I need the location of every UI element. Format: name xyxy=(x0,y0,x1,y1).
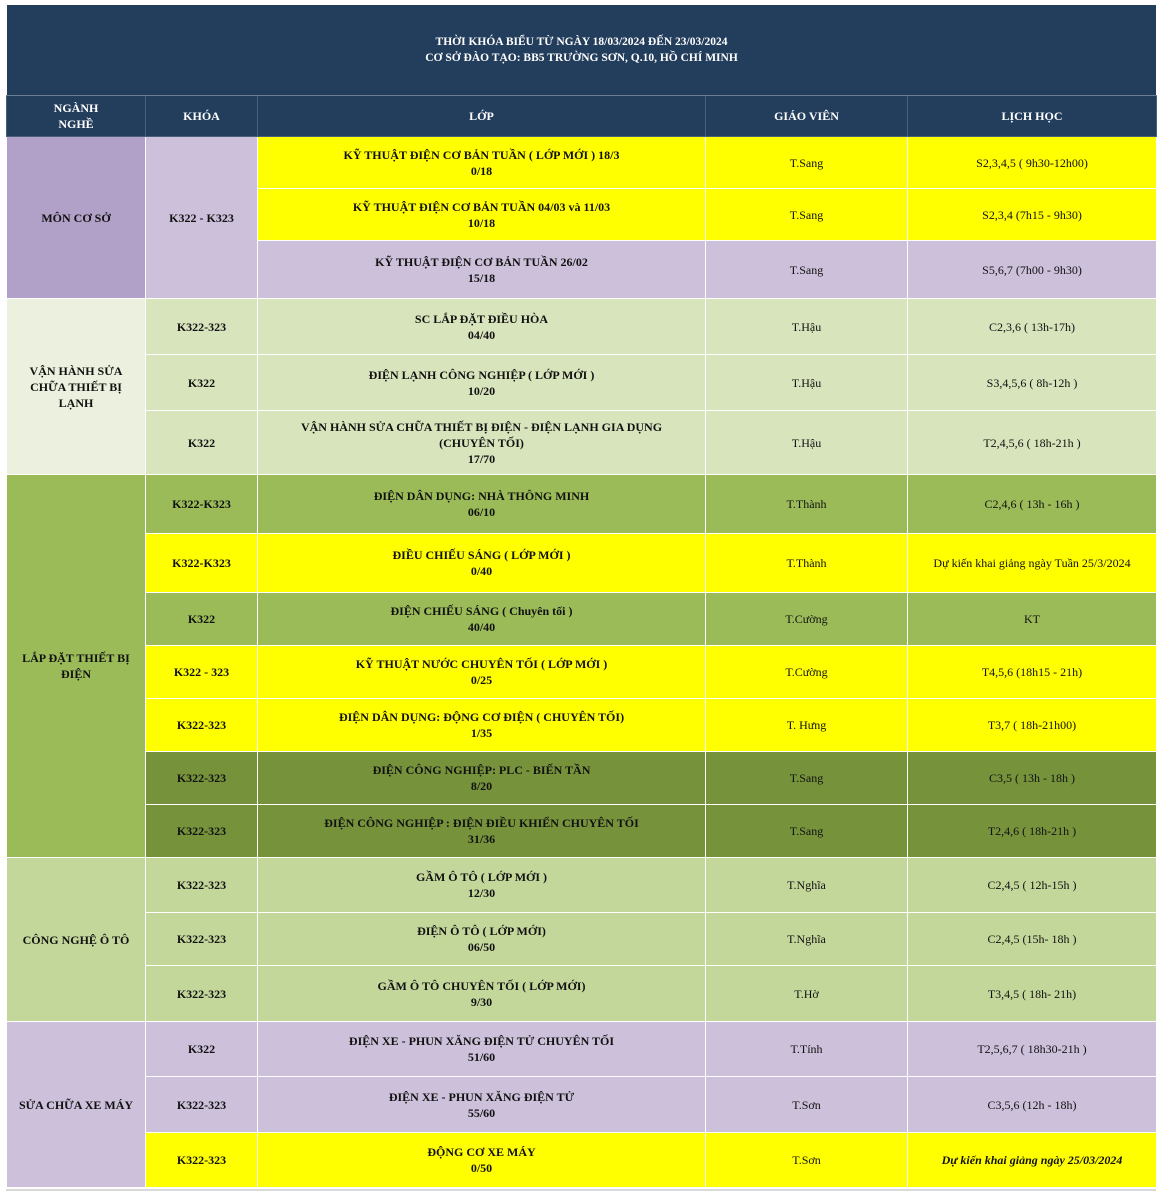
giaovien-cell: T.Thành xyxy=(706,534,908,593)
class-count: 10/18 xyxy=(467,215,496,230)
nganh-cell: SỬA CHỮA XE MÁY xyxy=(7,1022,146,1188)
khoa-cell: K322-323 xyxy=(146,858,258,913)
giaovien-cell: T.Hờ xyxy=(706,966,908,1022)
khoa-cell: K322-K323 xyxy=(146,534,258,593)
giaovien-cell: T.Sang xyxy=(706,137,908,189)
lop-cell xyxy=(258,752,706,805)
title-line-2: CƠ SỞ ĐÀO TẠO: BB5 TRƯỜNG SƠN, Q.10, HỒ CHÍ MINH xyxy=(425,52,738,64)
table-row xyxy=(7,534,1157,593)
lop-cell xyxy=(258,1022,706,1077)
table-row xyxy=(7,593,1157,646)
class-count: 0/25 xyxy=(470,673,493,687)
class-name: VẬN HÀNH SỬA CHỮA THIẾT BỊ ĐIỆN - ĐIỆN LẠNH GIA DỤNG (CHUYÊN TỐI) xyxy=(300,419,663,450)
table-row xyxy=(7,646,1157,699)
khoa-cell: K322 xyxy=(146,593,258,646)
giaovien-cell: T.Sang xyxy=(706,241,908,299)
lichhoc-cell: C2,4,5 (15h- 18h ) xyxy=(908,913,1157,966)
lichhoc-cell: Dự kiến khai giảng ngày Tuần 25/3/2024 xyxy=(908,534,1157,593)
col-header-giaovien: GIÁO VIÊN xyxy=(706,96,908,137)
giaovien-cell: T.Hậu xyxy=(706,299,908,355)
class-count: 40/40 xyxy=(467,620,496,634)
lichhoc-cell: S3,4,5,6 ( 8h-12h ) xyxy=(908,355,1157,411)
giaovien-cell: T.Thành xyxy=(706,475,908,534)
lichhoc-cell: T3,4,5 ( 18h- 21h) xyxy=(908,966,1157,1022)
giaovien-cell: T.Cường xyxy=(706,646,908,699)
class-count: 0/50 xyxy=(470,1161,493,1175)
khoa-cell: K322-323 xyxy=(146,299,258,355)
class-count: 15/18 xyxy=(467,270,496,285)
giaovien-cell: T.Sang xyxy=(706,189,908,241)
lop-cell xyxy=(258,241,706,299)
class-name: ĐIỆN DÂN DỤNG: NHÀ THÔNG MINH xyxy=(373,489,590,503)
table-row xyxy=(7,475,1157,534)
col-header-lichhoc: LỊCH HỌC xyxy=(908,96,1157,137)
khoa-cell: K322-323 xyxy=(146,805,258,858)
lop-cell xyxy=(258,858,706,913)
class-name: ĐIỆN CÔNG NGHIỆP: PLC - BIẾN TẦN xyxy=(372,763,591,777)
class-name: ĐIỆN CHIẾU SÁNG ( Chuyên tối ) xyxy=(390,604,573,618)
class-name: SC LẮP ĐẶT ĐIỀU HÒA xyxy=(414,311,549,326)
khoa-cell: K322 - 323 xyxy=(146,646,258,699)
nganh-cell: LẮP ĐẶT THIẾT BỊ ĐIỆN xyxy=(7,475,146,858)
class-count: 17/70 xyxy=(467,451,496,466)
table-row xyxy=(7,752,1157,805)
khoa-cell: K322-323 xyxy=(146,1133,258,1188)
lop-cell xyxy=(258,475,706,534)
lop-cell xyxy=(258,189,706,241)
class-name: ĐIỆN LẠNH CÔNG NGHIỆP ( LỚP MỚI ) xyxy=(368,367,595,382)
lichhoc-cell: KT xyxy=(908,593,1157,646)
lichhoc-cell: C3,5,6 (12h - 18h) xyxy=(908,1077,1157,1133)
table-row xyxy=(7,355,1157,411)
nganh-cell: VẬN HÀNH SỬA CHỮA THIẾT BỊ LẠNH xyxy=(7,299,146,475)
class-count: 31/36 xyxy=(467,832,496,846)
lop-cell xyxy=(258,593,706,646)
khoa-cell: K322 - K323 xyxy=(146,137,258,299)
giaovien-cell: T.Tính xyxy=(706,1022,908,1077)
lop-cell xyxy=(258,1077,706,1133)
class-count: 06/10 xyxy=(467,505,496,519)
col-header-khoa: KHÓA xyxy=(146,96,258,137)
lop-cell xyxy=(258,411,706,475)
lop-cell xyxy=(258,299,706,355)
table-row xyxy=(7,137,1157,189)
class-count: 06/50 xyxy=(467,940,496,954)
lop-cell xyxy=(258,913,706,966)
class-name: ĐIỆN XE - PHUN XĂNG ĐIỆN TỬ xyxy=(388,1089,575,1104)
nganh-cell: CÔNG NGHỆ Ô TÔ xyxy=(7,858,146,1022)
class-name: ĐIỆN XE - PHUN XĂNG ĐIỆN TỬ CHUYÊN TỐI xyxy=(348,1034,615,1048)
lichhoc-cell: S5,6,7 (7h00 - 9h30) xyxy=(908,241,1157,299)
lop-cell xyxy=(258,699,706,752)
table-row xyxy=(7,411,1157,475)
giaovien-cell: T.Sơn xyxy=(706,1077,908,1133)
lop-cell xyxy=(258,646,706,699)
class-name: KỸ THUẬT NƯỚC CHUYÊN TỐI ( LỚP MỚI ) xyxy=(355,657,608,671)
class-count: 8/20 xyxy=(470,779,493,793)
khoa-cell: K322-323 xyxy=(146,966,258,1022)
giaovien-cell: T.Cường xyxy=(706,593,908,646)
khoa-cell: K322-323 xyxy=(146,913,258,966)
timetable xyxy=(6,4,1157,1188)
lichhoc-cell: T4,5,6 (18h15 - 21h) xyxy=(908,646,1157,699)
giaovien-cell: T.Nghĩa xyxy=(706,858,908,913)
table-row xyxy=(7,858,1157,913)
lop-cell xyxy=(258,137,706,189)
lichhoc-cell: C2,3,6 ( 13h-17h) xyxy=(908,299,1157,355)
class-name: ĐIỆN DÂN DỤNG: ĐỘNG CƠ ĐIỆN ( CHUYÊN TỐI) xyxy=(338,710,625,724)
col-header-nganh: NGÀNH NGHỀ xyxy=(7,96,146,137)
lichhoc-cell: T2,4,6 ( 18h-21h ) xyxy=(908,805,1157,858)
col-header-lop: LỚP xyxy=(258,96,706,137)
class-count: 9/30 xyxy=(470,994,493,1009)
giaovien-cell: T.Nghĩa xyxy=(706,913,908,966)
class-name: ĐIỀU CHIẾU SÁNG ( LỚP MỚI ) xyxy=(392,548,571,562)
class-count: 12/30 xyxy=(467,886,496,900)
title-line-1: THỜI KHÓA BIỂU TỪ NGÀY 18/03/2024 ĐẾN 23/03/2024 xyxy=(435,36,728,48)
giaovien-cell: T.Hậu xyxy=(706,355,908,411)
table-row xyxy=(7,805,1157,858)
table-row xyxy=(7,1133,1157,1188)
lichhoc-cell: T2,5,6,7 ( 18h30-21h ) xyxy=(908,1022,1157,1077)
lop-cell xyxy=(258,534,706,593)
class-name: GẦM Ô TÔ ( LỚP MỚI ) xyxy=(415,870,548,884)
lichhoc-cell: C2,4,5 ( 12h-15h ) xyxy=(908,858,1157,913)
class-count: 55/60 xyxy=(467,1105,496,1120)
giaovien-cell: T.Sang xyxy=(706,805,908,858)
class-name: KỸ THUẬT ĐIỆN CƠ BẢN TUẦN ( LỚP MỚI ) 18/3 xyxy=(343,147,620,162)
timetable-title xyxy=(7,5,1157,96)
timetable-wrapper xyxy=(6,4,1156,1188)
khoa-cell: K322 xyxy=(146,411,258,475)
lichhoc-cell: S2,3,4,5 ( 9h30-12h00) xyxy=(908,137,1157,189)
class-name: GẦM Ô TÔ CHUYÊN TỐI ( LỚP MỚI) xyxy=(377,978,586,993)
class-count: 0/18 xyxy=(470,163,493,178)
table-row xyxy=(7,699,1157,752)
khoa-cell: K322-323 xyxy=(146,752,258,805)
class-count: 1/35 xyxy=(470,726,493,740)
class-count: 0/40 xyxy=(470,564,493,578)
table-row xyxy=(7,1077,1157,1133)
class-name: ĐỘNG CƠ XE MÁY xyxy=(427,1145,536,1159)
giaovien-cell: T.Hậu xyxy=(706,411,908,475)
lichhoc-cell: T3,7 ( 18h-21h00) xyxy=(908,699,1157,752)
table-row xyxy=(7,299,1157,355)
class-count: 51/60 xyxy=(467,1050,496,1064)
khoa-cell: K322 xyxy=(146,1022,258,1077)
lichhoc-cell: Dự kiến khai giảng ngày 25/03/2024 xyxy=(908,1133,1157,1188)
class-count: 04/40 xyxy=(467,327,496,342)
lichhoc-cell: C2,4,6 ( 13h - 16h ) xyxy=(908,475,1157,534)
nganh-cell: MÔN CƠ SỞ xyxy=(7,137,146,299)
khoa-cell: K322-323 xyxy=(146,699,258,752)
bottom-border xyxy=(6,1189,1156,1191)
giaovien-cell: T.Sang xyxy=(706,752,908,805)
table-row xyxy=(7,913,1157,966)
khoa-cell: K322-K323 xyxy=(146,475,258,534)
giaovien-cell: T.Sơn xyxy=(706,1133,908,1188)
khoa-cell: K322 xyxy=(146,355,258,411)
lop-cell xyxy=(258,1133,706,1188)
khoa-cell: K322-323 xyxy=(146,1077,258,1133)
lichhoc-cell: S2,3,4 (7h15 - 9h30) xyxy=(908,189,1157,241)
lichhoc-cell: T2,4,5,6 ( 18h-21h ) xyxy=(908,411,1157,475)
lop-cell xyxy=(258,355,706,411)
giaovien-cell: T. Hưng xyxy=(706,699,908,752)
class-name: ĐIỆN CÔNG NGHIỆP : ĐIỆN ĐIỀU KHIỂN CHUYÊN TỐI xyxy=(324,816,639,830)
lop-cell xyxy=(258,966,706,1022)
class-count: 10/20 xyxy=(467,383,496,398)
class-name: KỸ THUẬT ĐIỆN CƠ BẢN TUẦN 26/02 xyxy=(375,254,588,269)
table-row xyxy=(7,966,1157,1022)
table-row xyxy=(7,1022,1157,1077)
lichhoc-cell: C3,5 ( 13h - 18h ) xyxy=(908,752,1157,805)
lop-cell xyxy=(258,805,706,858)
class-name: ĐIỆN Ô TÔ ( LỚP MỚI) xyxy=(417,924,546,938)
header-row xyxy=(7,96,1157,137)
class-name: KỸ THUẬT ĐIỆN CƠ BẢN TUẦN 04/03 và 11/03 xyxy=(352,199,611,214)
